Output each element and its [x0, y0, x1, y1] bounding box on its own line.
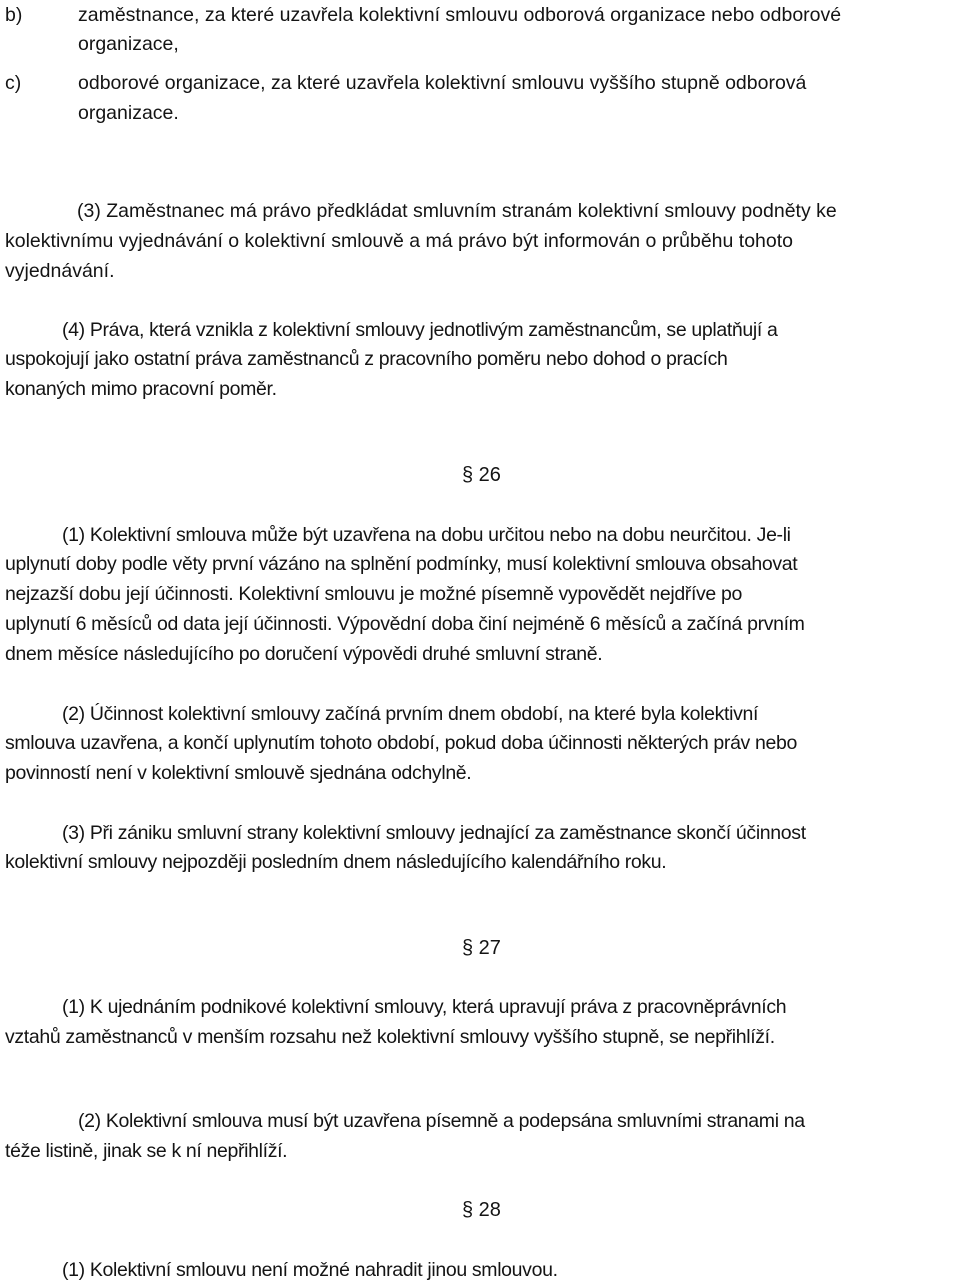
paragraph-3-line-3: vyjednávání.	[5, 260, 115, 282]
section-26-p2-line-1: (2) Účinnost kolektivní smlouvy začíná prvním dnem období, na které byla kolektivní	[62, 703, 759, 725]
item-label-b: b)	[5, 4, 23, 26]
section-26-heading: § 26	[462, 464, 501, 486]
section-27-heading: § 27	[462, 937, 501, 959]
section-26-p3-line-1: (3) Při zániku smluvní strany kolektivní smlouvy jednající za zaměstnance skončí účinnost	[62, 822, 806, 844]
item-b-line-1: zaměstnance, za které uzavřela kolektivní smlouvu odborová organizace nebo odborové	[78, 4, 842, 26]
section-26-p1-line-2: uplynutí doby podle věty první vázáno na splnění podmínky, musí kolektivní smlouva obsahovat	[5, 553, 798, 575]
item-label-c: c)	[5, 72, 22, 94]
section-26-p3-line-2: kolektivní smlouvy nejpozději posledním dnem následujícího kalendářního roku.	[5, 851, 667, 873]
item-b-line-2: organizace,	[78, 33, 179, 55]
section-28-heading: § 28	[462, 1199, 501, 1221]
section-28-p1-line-1: (1) Kolektivní smlouvu není možné nahradit jinou smlouvou.	[62, 1259, 558, 1281]
section-27-p2-line-2: téže listině, jinak se k ní nepřihlíží.	[5, 1140, 288, 1162]
section-27-p1-line-2: vztahů zaměstnanců v menším rozsahu než kolektivní smlouvy vyššího stupně, se nepřihlíží.	[5, 1026, 775, 1048]
paragraph-4-line-3: konaných mimo pracovní poměr.	[5, 378, 277, 400]
section-27-p2-line-1: (2) Kolektivní smlouva musí být uzavřena písemně a podepsána smluvními stranami na	[78, 1110, 805, 1132]
section-27-p1-line-1: (1) K ujednáním podnikové kolektivní smlouvy, která upravují práva z pracovněprávních	[62, 996, 787, 1018]
section-26-p2-line-3: povinností není v kolektivní smlouvě sjednána odchylně.	[5, 762, 472, 784]
section-26-p1-line-1: (1) Kolektivní smlouva může být uzavřena na dobu určitou nebo na dobu neurčitou. Je-li	[62, 524, 791, 546]
section-26-p1-line-5: dnem měsíce následujícího po doručení výpovědi druhé smluvní straně.	[5, 643, 603, 665]
paragraph-4-line-2: uspokojují jako ostatní práva zaměstnanců z pracovního poměru nebo dohod o pracích	[5, 348, 728, 370]
paragraph-3-line-2: kolektivnímu vyjednávání o kolektivní smlouvě a má právo být informován o průběhu tohoto	[5, 230, 794, 252]
section-26-p1-line-3: nejzazší dobu její účinnosti. Kolektivní smlouvu je možné písemně vypovědět nejdříve po	[5, 583, 742, 605]
item-c-line-2: organizace.	[78, 102, 179, 124]
section-26-p2-line-2: smlouva uzavřena, a končí uplynutím tohoto období, pokud doba účinnosti některých práv nebo	[5, 732, 798, 754]
paragraph-4-line-1: (4) Práva, která vznikla z kolektivní smlouvy jednotlivým zaměstnancům, se uplatňují a	[62, 319, 778, 341]
item-c-line-1: odborové organizace, za které uzavřela kolektivní smlouvu vyššího stupně odborová	[78, 72, 807, 94]
section-26-p1-line-4: uplynutí 6 měsíců od data její účinnosti. Výpovědní doba činí nejméně 6 měsíců a začíná prvním	[5, 613, 805, 635]
paragraph-3-line-1: (3) Zaměstnanec má právo předkládat smluvním stranám kolektivní smlouvy podněty ke	[77, 200, 837, 222]
